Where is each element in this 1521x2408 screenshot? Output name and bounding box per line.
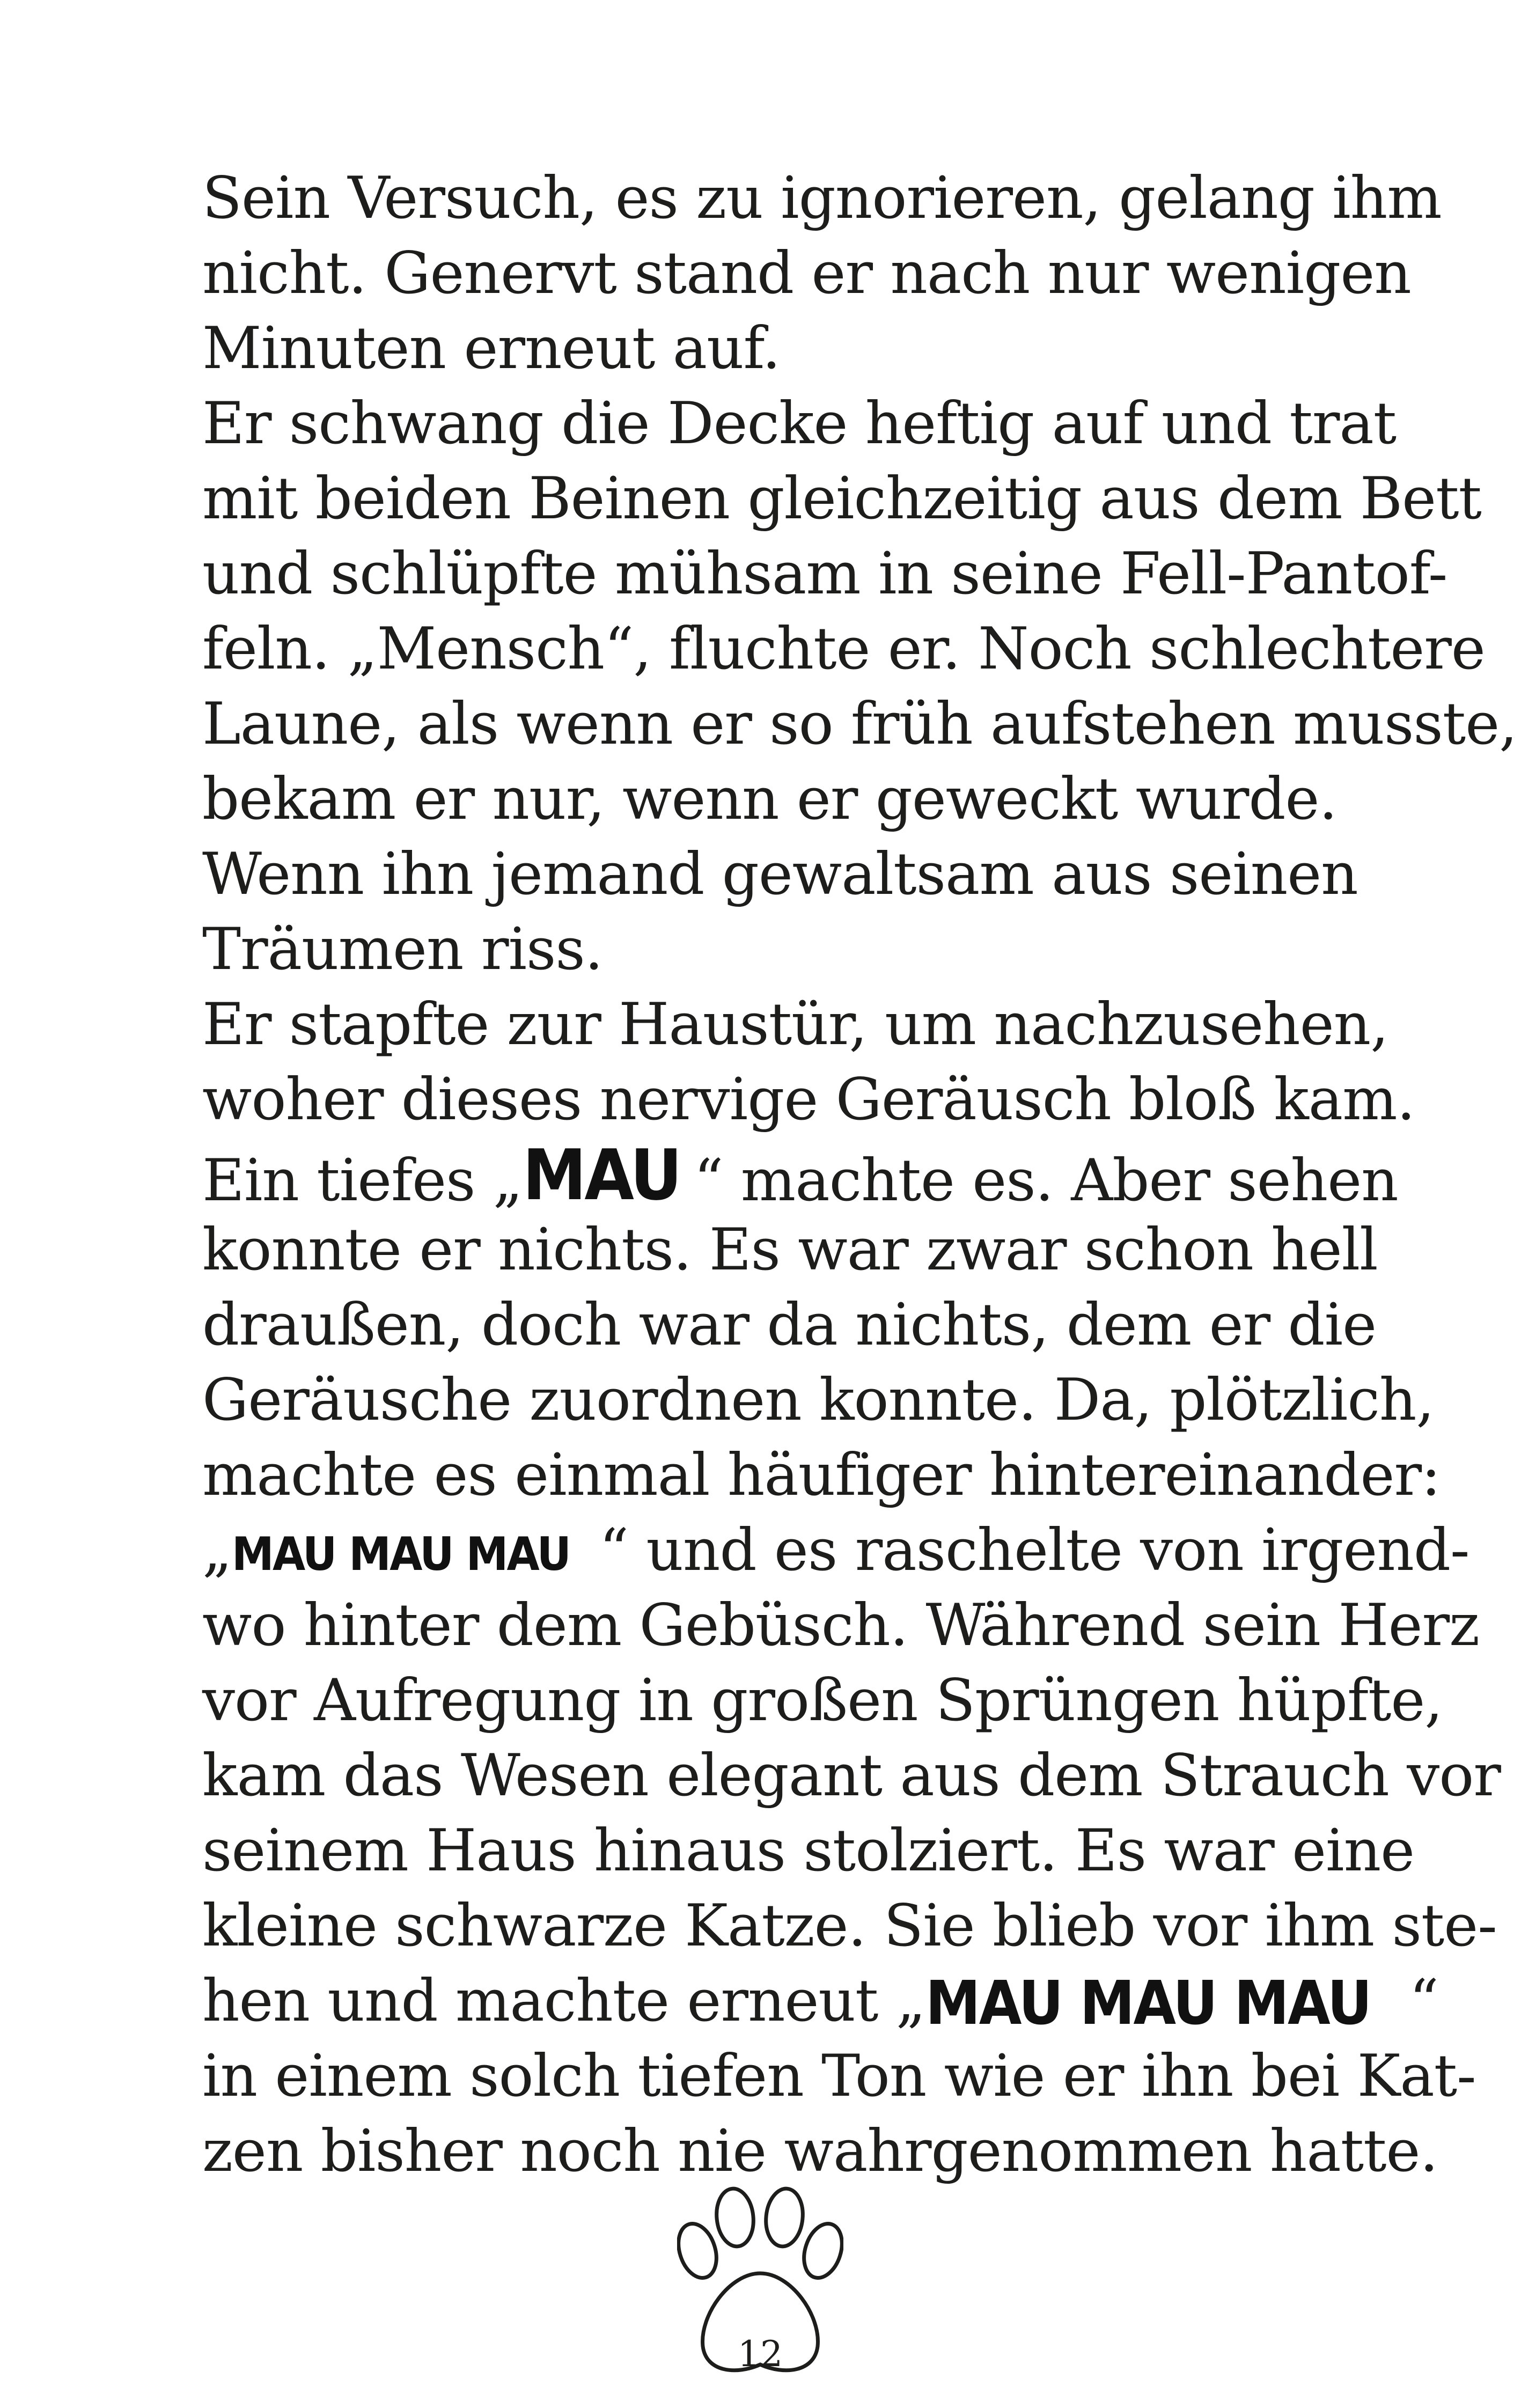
page-number: 12 (738, 2333, 783, 2375)
text-line: draußen, doch war da nichts, dem er die (202, 1291, 1377, 1359)
text-line: Träumen riss. (202, 916, 603, 983)
text-segment: Ein tiefes „ (202, 1147, 523, 1214)
text-line: Sein Versuch, es zu ignorieren, gelang ihm (202, 165, 1442, 232)
paw-toe (763, 2187, 806, 2249)
text-line-mau (202, 1513, 1469, 1588)
text-segment: “ und es raschelte von irgend- (599, 1517, 1469, 1584)
text-segment: „ (202, 1517, 232, 1584)
mau-sound: MAU (522, 1134, 680, 1216)
text-line: Laune, als wenn er so früh aufstehen musste, (202, 691, 1517, 758)
text-line: nicht. Genervt stand er nach nur wenigen (202, 240, 1411, 307)
text-line: Er schwang die Decke heftig auf und trat (202, 390, 1397, 457)
text-line: Minuten erneut auf. (202, 315, 781, 382)
text-line: zen bisher noch nie wahrgenommen hatte. (202, 2118, 1438, 2185)
text-line: machte es einmal häufiger hintereinander: (202, 1442, 1441, 1509)
text-line: feln. „Mensch“, fluchte er. Noch schlechtere (202, 615, 1485, 682)
paw-toe (798, 2219, 843, 2282)
text-line: seinem Haus hinaus stolziert. Es war eine (202, 1817, 1415, 1884)
text-line-mau (202, 1964, 1438, 2039)
paw-toe (677, 2219, 723, 2282)
text-segment: “ machte es. Aber sehen (694, 1147, 1398, 1214)
text-line: mit beiden Beinen gleichzeitig aus dem Bett (202, 465, 1481, 532)
text-line: konnte er nichts. Es war zwar schon hell (202, 1216, 1378, 1283)
text-line: und schlüpfte mühsam in seine Fell-Pantof- (202, 540, 1447, 607)
text-line: kleine schwarze Katze. Sie blieb vor ihm ste- (202, 1892, 1497, 1959)
paw-toe (714, 2187, 756, 2249)
text-line-mau (202, 1134, 1398, 1216)
text-line: vor Aufregung in großen Sprüngen hüpfte, (202, 1667, 1443, 1734)
text-line: wo hinter dem Gebüsch. Während sein Herz (202, 1592, 1480, 1659)
body-text (202, 161, 1517, 2189)
text-line: Er stapfte zur Haustür, um nachzusehen, (202, 991, 1388, 1058)
text-line: kam das Wesen elegant aus dem Strauch vor (202, 1742, 1501, 1809)
mau-sound: MAU MAU MAU (925, 1969, 1371, 2038)
mau-sound: MAU MAU MAU (231, 1528, 570, 1581)
text-segment: “ (1409, 1967, 1438, 2035)
text-segment: hen und machte erneut „ (202, 1967, 925, 2035)
text-line: woher dieses nervige Geräusch bloß kam. (202, 1066, 1415, 1133)
text-line: Geräusche zuordnen konnte. Da, plötzlich, (202, 1367, 1434, 1434)
text-line: in einem solch tiefen Ton wie er ihn bei Kat- (202, 2043, 1476, 2110)
text-line: bekam er nur, wenn er geweckt wurde. (202, 766, 1337, 833)
text-line: Wenn ihn jemand gewaltsam aus seinen (202, 841, 1358, 908)
